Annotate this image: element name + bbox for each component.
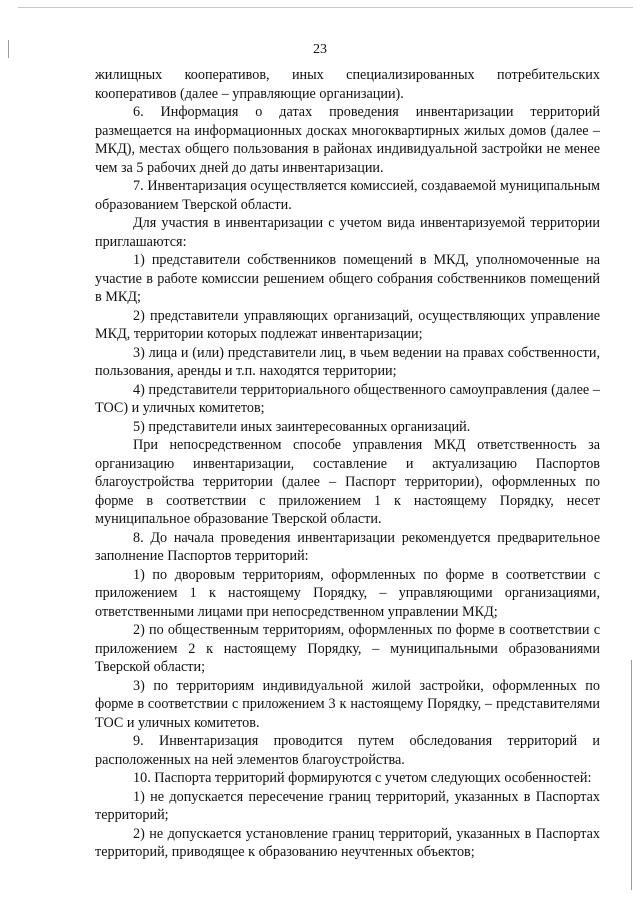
paragraph-participant-2: 2) представители управляющих организаций, осуществляющих управление МКД, территории которых подлежат инвентаризации;	[95, 307, 600, 342]
paragraph-passport-3: 3) по территориям индивидуальной жилой застройки, оформленных по форме в соответствии с приложением 3 к настоящему Порядку, – представителями ТОС и уличных комитетов.	[95, 677, 600, 731]
scan-top-edge	[18, 7, 633, 8]
paragraph-participant-1: 1) представители собственников помещений в МКД, уполномоченные на участие в работе комиссии решением общего собрания собственников помещений в МКД;	[95, 252, 600, 305]
paragraph-participants-intro: Для участия в инвентаризации с учетом вида инвентаризуемой территории приглашаются:	[95, 215, 600, 250]
paragraph-passport-2: 2) по общественным территориям, оформленных по форме в соответствии с приложением 2 к настоящему Порядку, – муниципальными образованиями Тверской области;	[95, 622, 600, 675]
paragraph-item-8: 8. До начала проведения инвентаризации рекомендуется предварительное заполнение Паспортов территорий:	[95, 529, 600, 564]
paragraph-item-10: 10. Паспорта территорий формируются с учетом следующих особенностей:	[133, 770, 592, 786]
paragraph-responsibility: При непосредственном способе управления МКД ответственность за организацию инвентаризации, составление и актуализацию Паспортов благоустройства территории (далее – Паспорт территории), оформленных по форме в соответствии с приложением 1 к настоящему Порядку, несет муниципальное образование Тверской области.	[95, 437, 600, 527]
paragraph-passport-1: 1) по дворовым территориям, оформленных по форме в соответствии с приложением 1 к настоящему Порядку, – управляющими организациями, ответственными лицами при непосредственном управлении МКД;	[95, 566, 600, 620]
paragraph-feature-2: 2) не допускается установление границ территорий, указанных в Паспортах территорий, приводящее к образованию неучтенных объектов;	[95, 825, 600, 860]
paragraph-continuation: жилищных кооперативов, иных специализированных потребительских кооперативов (далее – управляющие организации).	[95, 67, 600, 102]
paragraph-participant-4: 4) представители территориального общественного самоуправления (далее – ТОС) и уличных комитетов;	[95, 381, 600, 416]
document-body	[95, 66, 600, 862]
paragraph-item-9: 9. Инвентаризация проводится путем обследования территорий и расположенных на ней элементов благоустройства.	[95, 733, 600, 768]
paragraph-item-6: 6. Информация о датах проведения инвентаризации территорий размещается на информационных досках многоквартирных жилых домов (далее – МКД), местах общего пользования в районах индивидуальной застройки не менее чем за 5 рабочих дней до даты инвентаризации.	[95, 104, 600, 176]
page-number: 23	[313, 42, 327, 57]
scan-right-edge-mark	[631, 660, 632, 890]
paragraph-participant-3: 3) лица и (или) представители лиц, в чьем ведении на правах собственности, пользования, аренды и т.п. находятся территории;	[95, 344, 600, 379]
paragraph-feature-1: 1) не допускается пересечение границ территорий, указанных в Паспортах территорий;	[95, 788, 600, 823]
paragraph-item-7: 7. Инвентаризация осуществляется комиссией, создаваемой муниципальным образованием Тверской области.	[95, 178, 600, 213]
paragraph-participant-5: 5) представители иных заинтересованных организаций.	[133, 418, 471, 435]
